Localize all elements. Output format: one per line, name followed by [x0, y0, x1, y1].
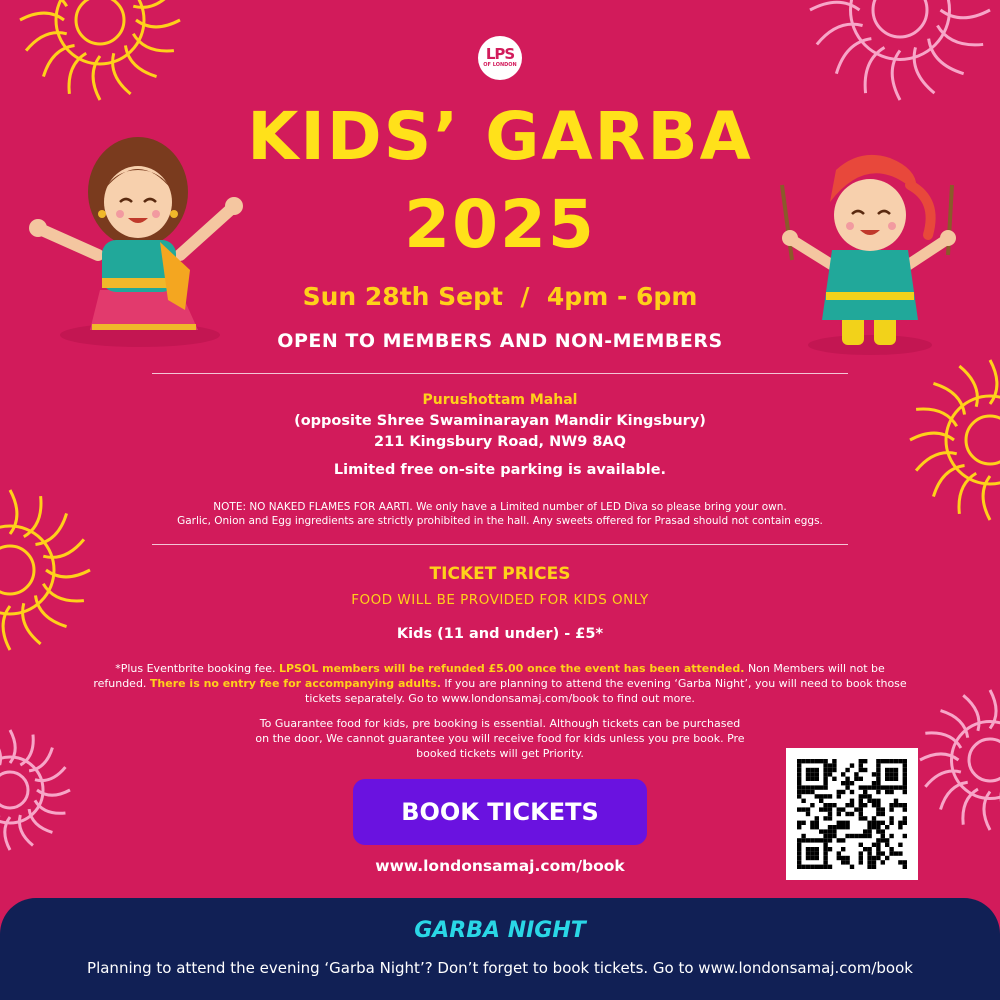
- venue-name: Purushottam Mahal: [422, 392, 578, 408]
- open-to-text: OPEN TO MEMBERS AND NON-MEMBERS: [277, 330, 723, 352]
- venue-landmark: (opposite Shree Swaminarayan Mandir Kingsbury): [294, 413, 706, 429]
- title-line-1: KIDS’ GARBA: [247, 98, 753, 175]
- garba-night-title: GARBA NIGHT: [414, 918, 586, 943]
- note-line-1: NOTE: NO NAKED FLAMES FOR AARTI. We only have a Limited number of LED Diva so please bring your own.: [213, 501, 787, 513]
- mandala: [920, 690, 1000, 830]
- kids-ticket-price: Kids (11 and under) - £5*: [396, 626, 604, 642]
- mandala: [20, 0, 180, 100]
- note-line-2: Garlic, Onion and Egg ingredients are strictly prohibited in the hall. Any sweets offered for Prasad should not contain eggs.: [177, 515, 823, 527]
- title-line-2: 2025: [404, 186, 596, 263]
- garba-night-text: Planning to attend the evening ‘Garba Night’? Don’t forget to book tickets. Go to www.londonsamaj.com/book: [87, 959, 913, 977]
- footer-banner: [0, 898, 1000, 1000]
- parking-info: Limited free on-site parking is available.: [333, 462, 667, 478]
- fine-print-text: Non Members will not be refunded.: [93, 662, 885, 690]
- fine-print-highlight: There is no entry fee for accompanying adults.: [149, 677, 441, 690]
- qr-code[interactable]: [786, 748, 918, 880]
- mandala: [810, 0, 990, 100]
- pre-booking-notice: To Guarantee food for kids, pre booking is essential. Although tickets can be purchased on the door, We cannot guarantee you will receive food for kids unless you pre book. Pre booked tickets will get Priority.: [255, 717, 745, 760]
- booking-url-link[interactable]: www.londonsamaj.com/book: [375, 857, 625, 875]
- food-notice: FOOD WILL BE PROVIDED FOR KIDS ONLY: [351, 592, 649, 608]
- divider: [152, 373, 848, 374]
- lps-logo: [478, 36, 522, 80]
- page-title: [0, 96, 1000, 266]
- venue-address: 211 Kingsbury Road, NW9 8AQ: [374, 434, 626, 450]
- mandala: [0, 730, 70, 850]
- book-tickets-button[interactable]: BOOK TICKETS: [353, 779, 647, 845]
- divider: [152, 544, 848, 545]
- logo-subtext: OF LONDON: [483, 62, 517, 68]
- fine-print: [90, 661, 910, 706]
- fine-print-text: *Plus Eventbrite booking fee.: [115, 662, 279, 675]
- ticket-prices-heading: TICKET PRICES: [429, 564, 571, 584]
- logo-text: LPS: [485, 45, 515, 63]
- event-date-time: Sun 28th Sept / 4pm - 6pm: [302, 282, 698, 311]
- fine-print-highlight: LPSOL members will be refunded £5.00 once the event has been attended.: [278, 662, 745, 675]
- fine-print-text: If you are planning to attend the evening ‘Garba Night’, you will need to book those tickets separately. Go to www.londonsamaj.com/book to find out more.: [305, 677, 907, 705]
